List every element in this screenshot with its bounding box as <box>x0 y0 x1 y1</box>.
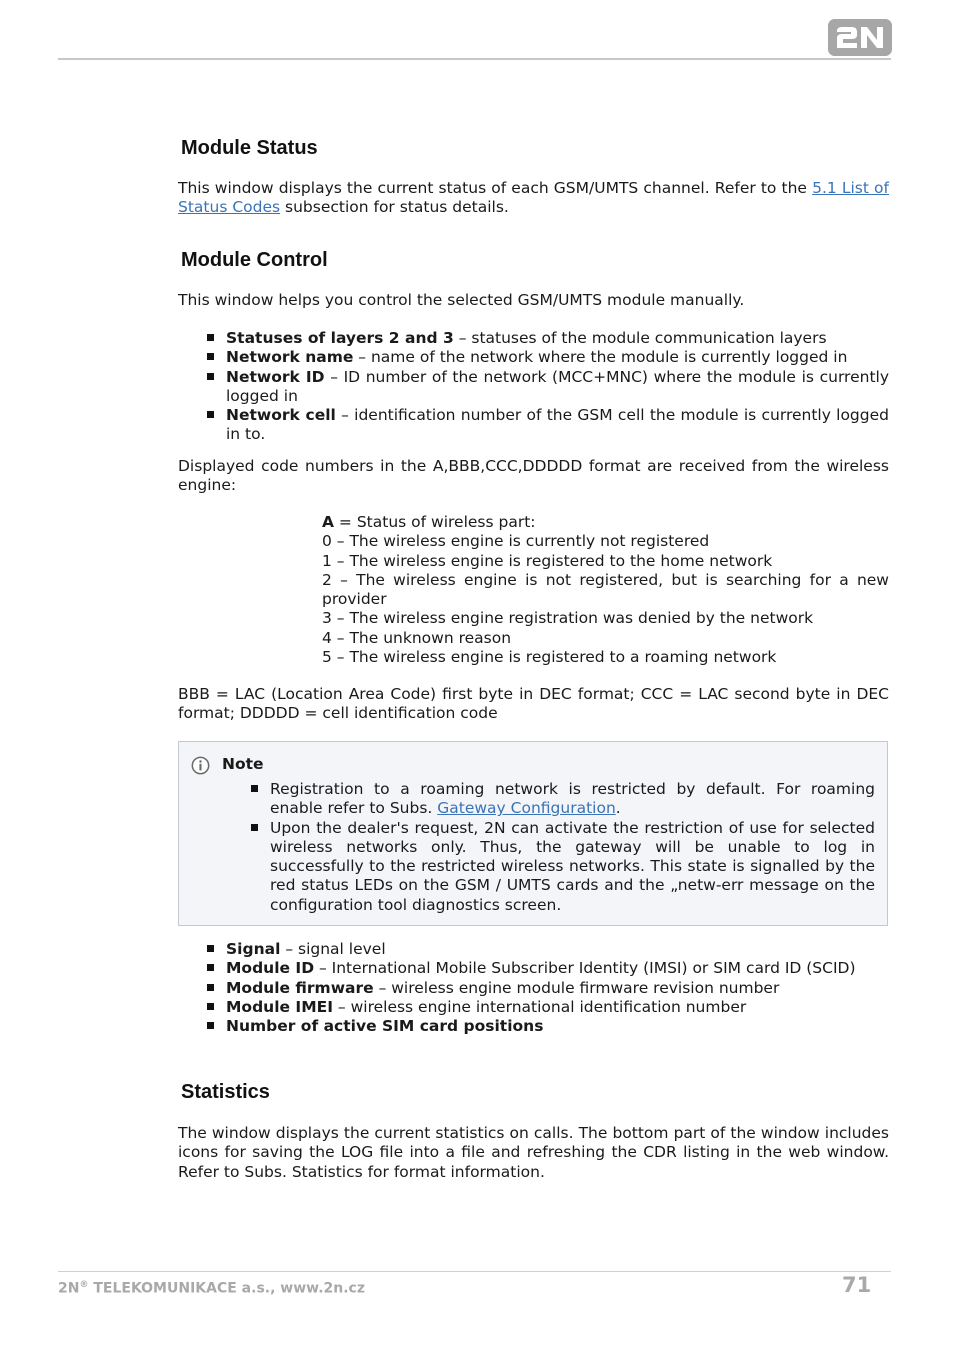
module-control-list <box>226 329 889 445</box>
code-line: 4 – The unknown reason <box>322 628 512 647</box>
list-item-term: Module firmware <box>226 978 374 997</box>
code-a-line <box>322 513 889 532</box>
list-item-desc: – statuses of the module communication layers <box>453 329 827 347</box>
list-item-desc: – wireless engine international identification number <box>332 997 747 1016</box>
module-info-list <box>226 940 889 1036</box>
list-item-term: Network name <box>226 348 354 367</box>
note-item-text-after: . <box>615 799 621 818</box>
list-item <box>226 1017 889 1036</box>
code-line: 5 – The wireless engine is registered to a roaming network <box>322 648 777 667</box>
list-item-term: Network ID <box>226 367 325 386</box>
code-a-term: A <box>322 513 334 531</box>
list-item <box>226 998 889 1017</box>
code-line: 2 – The wireless engine is not registered, but is searching for a new provider <box>322 570 889 609</box>
module-status-text-after: subsection for status details. <box>280 198 509 217</box>
section-heading-statistics: Statistics <box>181 1081 270 1103</box>
list-item <box>226 979 889 998</box>
note-title: Note <box>222 755 264 773</box>
module-control-intro: This window helps you control the selected GSM/UMTS module manually. <box>178 291 745 309</box>
list-item-desc: – International Mobile Subscriber Identity (IMSI) or SIM card ID (SCID) <box>314 959 856 978</box>
note-list <box>270 780 875 915</box>
statistics-text: The window displays the current statistics on calls. The bottom part of the window includes icons for saving the LOG file into a file and refreshing the CDR listing in the web window. Refer to Subs. Statistics for format information. <box>178 1124 889 1181</box>
list-item <box>226 329 889 348</box>
header-divider <box>58 58 891 60</box>
status-codes-link[interactable]: 5.1 List of Status Codes <box>178 179 889 217</box>
list-item-term: Network cell <box>226 406 336 425</box>
footer-divider <box>58 1271 891 1272</box>
note-item: Upon the dealer's request, 2N can activate the restriction of use for selected wireless networks only. Thus, the gateway will be unable to log in successfully to the restricted wireless networks. This state is signalled by the red status LEDs on the GSM / UMTS cards and the „netw-err message on the configuration tool diagnostics screen. <box>270 818 875 914</box>
list-item-desc: – wireless engine module firmware revision number <box>373 978 780 997</box>
footer-company-prefix: 2N <box>58 1280 80 1297</box>
registered-mark: ® <box>79 1280 89 1290</box>
bbb-format-text: BBB = LAC (Location Area Code) first byte in DEC format; CCC = LAC second byte in DEC format; DDDDD = cell identification code <box>178 685 889 723</box>
list-item-term: Statuses of layers 2 and 3 <box>226 329 454 347</box>
list-item-term: Module ID <box>226 959 315 978</box>
code-line: 0 – The wireless engine is currently not registered <box>322 532 710 551</box>
list-item-desc: – name of the network where the module is currently logged in <box>353 348 848 367</box>
page-number: 71 <box>842 1273 872 1297</box>
list-item-term: Number of active SIM card positions <box>226 1017 544 1036</box>
list-item <box>226 368 889 407</box>
list-item <box>226 940 889 959</box>
note-item <box>270 780 875 819</box>
code-line: 1 – The wireless engine is registered to the home network <box>322 551 773 570</box>
info-icon <box>191 756 210 775</box>
footer-company <box>58 1280 365 1297</box>
list-item <box>226 348 889 367</box>
module-status-text <box>178 179 889 218</box>
list-item-desc: – signal level <box>280 940 386 958</box>
gateway-configuration-link[interactable]: Gateway Configuration <box>437 799 616 818</box>
list-item-term: Module IMEI <box>226 997 333 1016</box>
list-item-desc: – identification number of the GSM cell the module is currently logged in to. <box>226 406 889 444</box>
note-item-text: Registration to a roaming network is restricted by default. For roaming enable refer to Subs. <box>270 780 875 818</box>
format-intro: Displayed code numbers in the A,BBB,CCC,DDDDD format are received from the wireless engine: <box>178 457 889 495</box>
section-heading-module-status: Module Status <box>181 137 318 159</box>
footer-company-rest: TELEKOMUNIKACE a.s., www.2n.cz <box>88 1280 365 1297</box>
2n-logo <box>828 19 892 56</box>
list-item <box>226 959 889 978</box>
list-item-term: Signal <box>226 940 281 958</box>
list-item-desc: – ID number of the network (MCC+MNC) where the module is currently logged in <box>226 367 890 405</box>
section-heading-module-control: Module Control <box>181 249 328 271</box>
list-item <box>226 406 889 445</box>
code-a-desc: = Status of wireless part: <box>334 513 536 531</box>
status-codes-block <box>322 513 889 667</box>
code-line: 3 – The wireless engine registration was denied by the network <box>322 609 814 628</box>
module-status-text-before: This window displays the current status of each GSM/UMTS channel. Refer to the <box>178 179 813 197</box>
